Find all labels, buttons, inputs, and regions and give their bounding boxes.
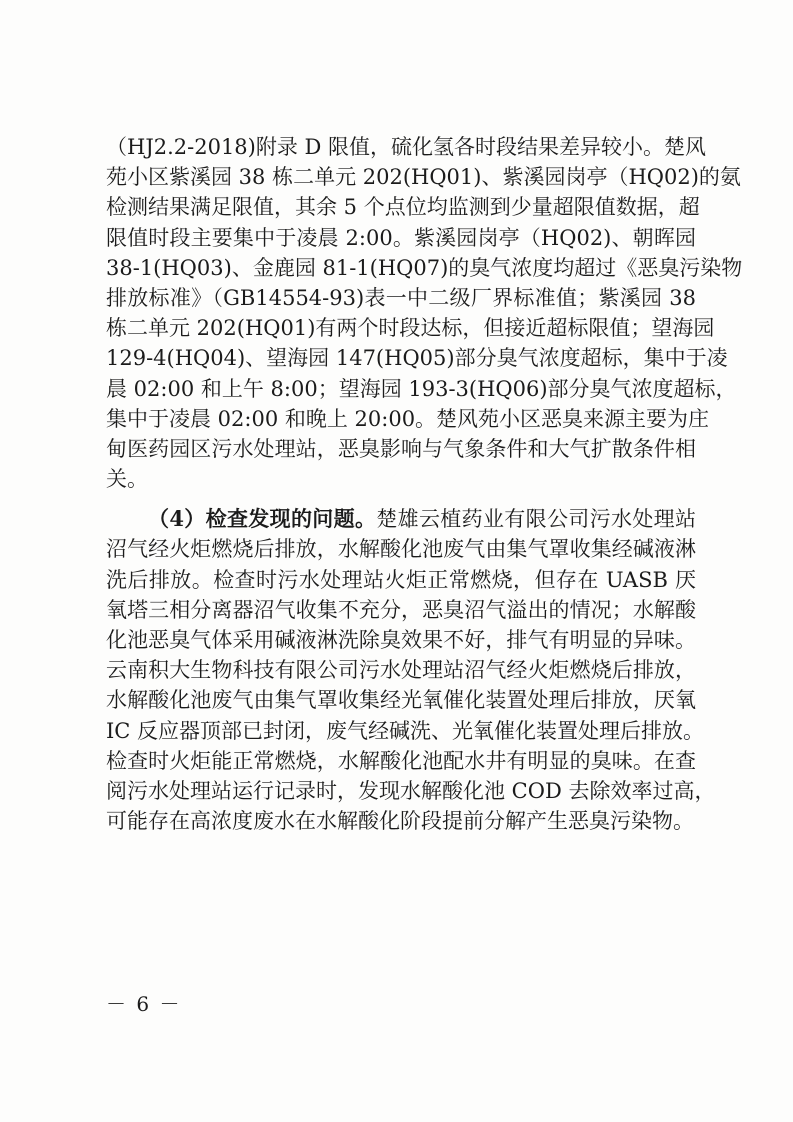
text-line: IC 反应器顶部已封闭，废气经碱洗、光氧催化装置处理后排放。: [106, 718, 705, 743]
paragraph-inspection-problems: [106, 504, 716, 836]
page-number: － 6 －: [106, 992, 182, 1016]
text-line: 栋二单元 202(HQ01)有两个时段达标，但接近超标限值；望海园: [106, 316, 715, 341]
text-line: 沼气经火炬燃烧后排放，水解酸化池废气由集气罩收集经碱液淋: [106, 537, 696, 562]
text-line: 关。: [106, 467, 148, 492]
text-line: （HJ2.2-2018)附录 D 限值，硫化氢各时段结果差异较小。楚风: [106, 135, 707, 159]
text-line: 水解酸化池废气由集气罩收集经光氧催化装置处理后排放，厌氧: [106, 688, 696, 713]
text-line-with-heading: [106, 504, 696, 534]
text-line: 限值时段主要集中于凌晨 2:00。紫溪园岗亭（HQ02)、朝晖园: [106, 225, 696, 250]
text-line: 苑小区紫溪园 38 栋二单元 202(HQ01)、紫溪园岗亭（HQ02)的氨: [106, 165, 741, 190]
text-line: 晨 02:00 和上午 8:00；望海园 193-3(HQ06)部分臭气浓度超标，: [106, 376, 737, 401]
text-line: 可能存在高浓度废水在水解酸化阶段提前分解产生恶臭污染物。: [106, 809, 694, 834]
text-line: 排放标准》（GB14554-93)表一中二级厂界标准值；紫溪园 38: [106, 285, 696, 310]
heading-line-text: 楚雄云植药业有限公司污水处理站: [376, 507, 696, 532]
text-line: 洗后排放。检查时污水处理站火炬正常燃烧，但存在 UASB 厌: [106, 567, 696, 592]
section-heading: （4）检查发现的问题。: [148, 506, 377, 532]
text-line: 129-4(HQ04)、望海园 147(HQ05)部分臭气浓度超标，集中于凌: [106, 346, 728, 371]
paragraph-monitoring-results: [106, 132, 743, 494]
text-line: 云南积大生物科技有限公司污水处理站沼气经火炬燃烧后排放，: [106, 658, 696, 683]
text-line: 检测结果满足限值，其余 5 个点位均监测到少量超限值数据，超: [106, 195, 700, 220]
text-line: 阅污水处理站运行记录时，发现水解酸化池 COD 去除效率过高，: [106, 778, 716, 803]
text-line: 检查时火炬能正常燃烧，水解酸化池配水井有明显的臭味。在查: [106, 748, 696, 773]
text-line: 集中于凌晨 02:00 和晚上 20:00。楚风苑小区恶臭来源主要为庄: [106, 406, 710, 431]
text-line: 甸医药园区污水处理站，恶臭影响与气象条件和大气扩散条件相: [106, 436, 696, 461]
text-line: 化池恶臭气体采用碱液淋洗除臭效果不好，排气有明显的异味。: [106, 628, 696, 652]
document-body: [106, 132, 743, 836]
text-line: 38-1(HQ03)、金鹿园 81-1(HQ07)的臭气浓度均超过《恶臭污染物: [106, 255, 743, 280]
text-line: 氧塔三相分离器沼气收集不充分，恶臭沼气溢出的情况；水解酸: [106, 597, 696, 622]
paragraph-spacer: [106, 494, 696, 504]
